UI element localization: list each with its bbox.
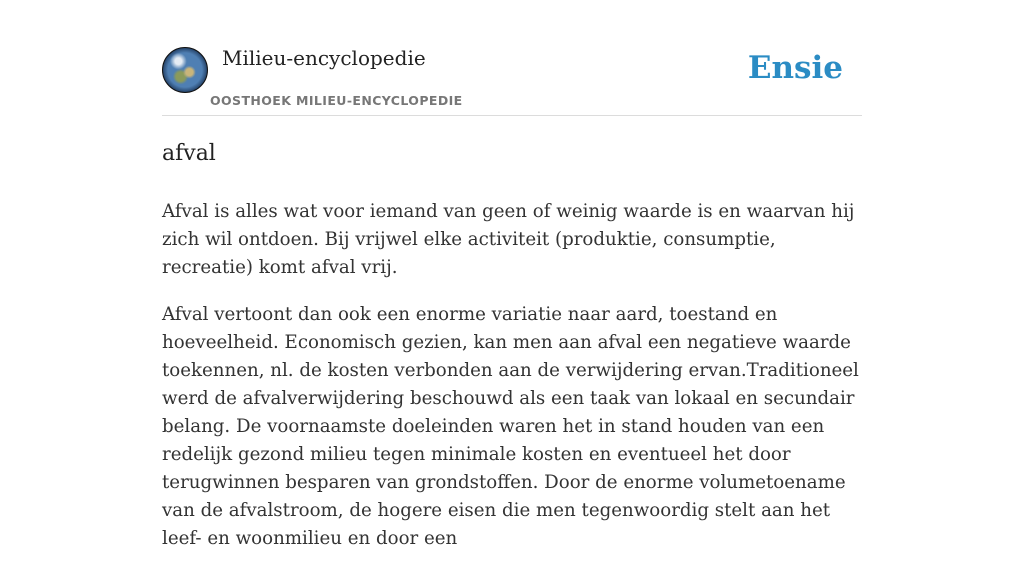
article-paragraph: Afval is alles wat voor iemand van geen of weinig waarde is en waarvan hij zich wil ontdoen. Bij vrijwel elke activiteit (produktie, consumptie, recreatie) komt afval vrij. bbox=[162, 201, 855, 278]
earth-globe-icon[interactable] bbox=[162, 47, 208, 93]
entry-title: afval bbox=[162, 141, 216, 166]
article-paragraph: Afval vertoont dan ook een enorme variatie naar aard, toestand en hoeveelheid. Economisch gezien, kan men aan afval een negatieve waarde toekennen, nl. de kosten verbonden aan de verwijdering ervan.Traditioneel werd de afvalverwijdering beschouwd als een taak van lokaal en secundair belang. De voornaamste doeleinden waren het in stand houden van een redelijk gezond milieu tegen minimale kosten en eventueel het door terugwinnen besparen van grondstoffen. Door de enorme volumetoename van de afvalstroom, de hogere eisen die men tegenwoordig stelt aan het leef- en woonmilieu en door een bbox=[162, 304, 859, 549]
ensie-logo-link[interactable]: Ensie bbox=[747, 50, 843, 86]
site-title[interactable]: Milieu-encyclopedie bbox=[222, 46, 426, 70]
site-header bbox=[162, 40, 862, 116]
article bbox=[162, 138, 862, 572]
site-subtitle[interactable]: OOSTHOEK MILIEU-ENCYCLOPEDIE bbox=[210, 93, 463, 108]
